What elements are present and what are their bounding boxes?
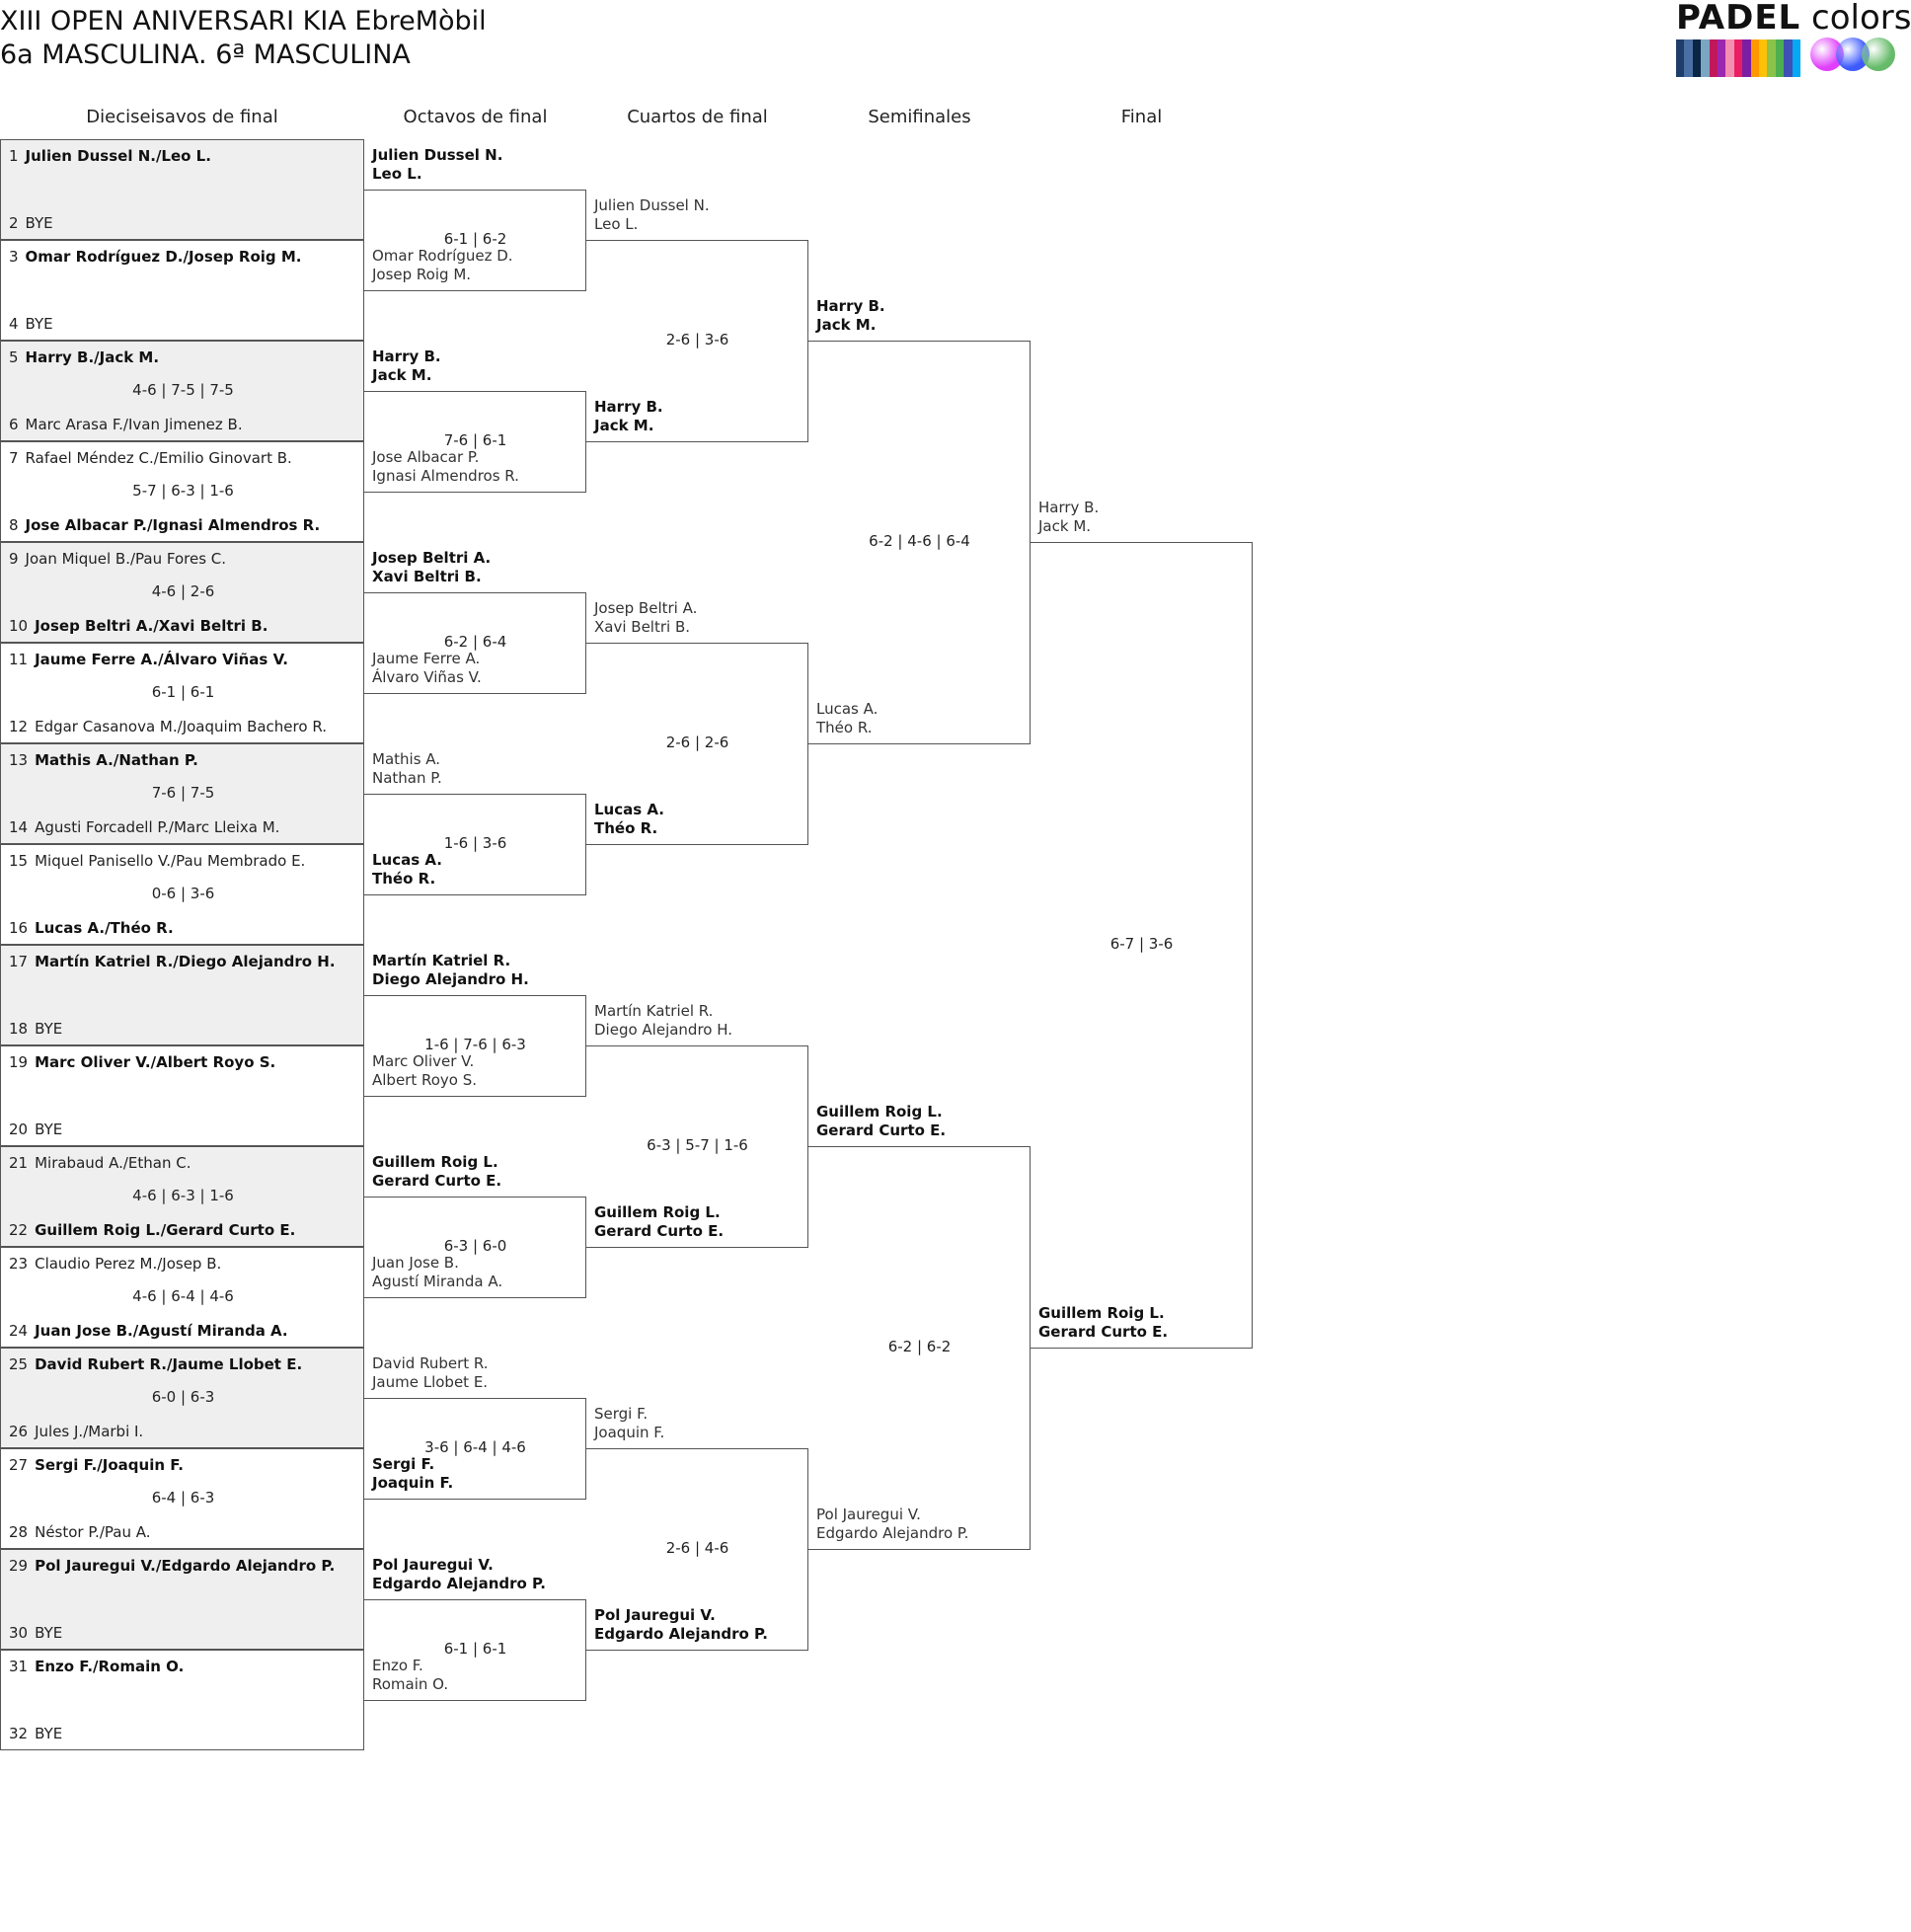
team-name: Rafael Méndez C./Emilio Ginovart B. <box>25 449 292 467</box>
player-name: Jaume Llobet E. <box>372 1373 489 1391</box>
logo-word-padel: PADEL <box>1676 0 1801 38</box>
player-name: Julien Dussel N. <box>372 146 503 164</box>
team-name: BYE <box>25 315 53 333</box>
team-a-names <box>1038 499 1099 536</box>
logo-stripe <box>1701 39 1709 77</box>
seed-number: 25 <box>9 1355 29 1373</box>
team-b-line <box>9 919 174 937</box>
match-score: 6-1 | 6-2 <box>443 230 507 248</box>
team-a-names <box>594 1405 664 1442</box>
logo-stripe <box>1718 39 1725 77</box>
first-round-match <box>0 542 364 643</box>
player-name: Jack M. <box>594 417 654 434</box>
team-a-names <box>372 952 529 989</box>
seed-number: 22 <box>9 1221 29 1239</box>
team-b-line <box>9 1020 62 1038</box>
team-name: BYE <box>35 1725 63 1742</box>
player-name: Agustí Miranda A. <box>372 1273 503 1290</box>
team-name: BYE <box>35 1020 63 1038</box>
team-name: BYE <box>35 1624 63 1642</box>
player-name: Julien Dussel N. <box>594 196 710 214</box>
team-a-names <box>372 1556 546 1593</box>
seed-number: 29 <box>9 1557 29 1575</box>
seed-number: 31 <box>9 1658 29 1675</box>
team-a-line <box>9 1456 184 1474</box>
player-name: Josep Beltri A. <box>594 599 698 617</box>
player-name: Lucas A. <box>594 801 664 818</box>
team-a-line <box>9 852 305 870</box>
seed-number: 7 <box>9 449 19 467</box>
team-a-names <box>594 1002 732 1040</box>
team-b-line <box>9 617 268 635</box>
team-name: Harry B./Jack M. <box>25 348 160 366</box>
logo-word-colors: colors <box>1811 0 1911 38</box>
first-round-match <box>0 1448 364 1549</box>
player-name: Théo R. <box>372 870 436 888</box>
team-name: Agusti Forcadell P./Marc Lleixa M. <box>35 818 280 836</box>
seed-number: 20 <box>9 1121 29 1138</box>
first-round-match <box>0 743 364 844</box>
team-b-names <box>372 1254 502 1291</box>
seed-number: 24 <box>9 1322 29 1340</box>
team-name: Josep Beltri A./Xavi Beltri B. <box>35 617 268 635</box>
tournament-title: XIII OPEN ANIVERSARI KIA EbreMòbil <box>0 6 487 37</box>
round-header-final: Final <box>1120 107 1163 127</box>
match-score: 6-2 | 6-2 <box>887 1338 952 1355</box>
player-name: Albert Royo S. <box>372 1071 478 1089</box>
team-name: BYE <box>25 214 53 232</box>
padel-colors-logo <box>1676 0 1911 81</box>
match-score: 6-1 | 6-1 <box>151 683 215 701</box>
player-name: Martín Katriel R. <box>594 1002 714 1020</box>
match-score: 2-6 | 3-6 <box>665 331 729 348</box>
player-name: Jaume Ferre A. <box>372 650 481 667</box>
player-name: Théo R. <box>594 819 658 837</box>
match-score: 1-6 | 7-6 | 6-3 <box>424 1036 526 1053</box>
team-name: Mirabaud A./Ethan C. <box>35 1154 191 1172</box>
team-b-line <box>9 1725 62 1742</box>
team-b-line <box>9 416 243 433</box>
match-score: 4-6 | 2-6 <box>151 582 215 600</box>
match-score: 4-6 | 7-5 | 7-5 <box>132 381 234 399</box>
player-name: Edgardo Alejandro P. <box>372 1575 546 1592</box>
seed-number: 13 <box>9 751 29 769</box>
player-name: Diego Alejandro H. <box>372 970 529 988</box>
match-score: 3-6 | 6-4 | 4-6 <box>424 1438 526 1456</box>
player-name: David Rubert R. <box>372 1354 489 1372</box>
team-name: Enzo F./Romain O. <box>35 1658 185 1675</box>
match-score: 4-6 | 6-3 | 1-6 <box>132 1187 234 1204</box>
logo-stripe <box>1776 39 1784 77</box>
seed-number: 11 <box>9 651 29 668</box>
seed-number: 6 <box>9 416 19 433</box>
category-title: 6a MASCULINA. 6ª MASCULINA <box>0 39 411 70</box>
first-round-match <box>0 945 364 1045</box>
player-name: Omar Rodríguez D. <box>372 247 513 265</box>
player-name: Gerard Curto E. <box>1038 1323 1169 1341</box>
logo-stripes-graphic <box>1676 39 1800 77</box>
logo-stripe <box>1734 39 1742 77</box>
player-name: Diego Alejandro H. <box>594 1021 733 1039</box>
team-name: Mathis A./Nathan P. <box>35 751 198 769</box>
seed-number: 4 <box>9 315 19 333</box>
first-round-match <box>0 240 364 341</box>
seed-number: 3 <box>9 248 19 266</box>
player-name: Harry B. <box>372 348 441 365</box>
team-name: Néstor P./Pau A. <box>35 1523 151 1541</box>
team-a-line <box>9 348 159 366</box>
logo-stripe <box>1751 39 1759 77</box>
team-a-line <box>9 248 302 266</box>
team-b-names <box>372 650 482 687</box>
seed-number: 16 <box>9 919 29 937</box>
player-name: Pol Jauregui V. <box>594 1606 716 1624</box>
seed-number: 10 <box>9 617 29 635</box>
team-a-line <box>9 1355 302 1373</box>
player-name: Harry B. <box>1038 499 1100 516</box>
player-name: Guillem Roig L. <box>372 1153 498 1171</box>
team-a-names <box>372 549 491 586</box>
team-name: Julien Dussel N./Leo L. <box>25 147 211 165</box>
team-a-line <box>9 1154 191 1172</box>
first-round-match <box>0 1650 364 1750</box>
first-round-match <box>0 341 364 441</box>
match-score: 6-4 | 6-3 <box>151 1489 215 1507</box>
player-name: Xavi Beltri B. <box>594 618 691 636</box>
team-a-names <box>594 599 697 637</box>
match-score: 0-6 | 3-6 <box>151 885 215 902</box>
team-a-names <box>372 750 442 788</box>
seed-number: 12 <box>9 718 29 735</box>
team-name: Jaume Ferre A./Álvaro Viñas V. <box>35 651 288 668</box>
player-name: Mathis A. <box>372 750 441 768</box>
team-b-line <box>9 315 53 333</box>
team-a-line <box>9 651 288 668</box>
player-name: Enzo F. <box>372 1657 423 1674</box>
player-name: Gerard Curto E. <box>816 1121 947 1139</box>
player-name: Harry B. <box>594 398 663 416</box>
match-score: 7-6 | 6-1 <box>443 431 507 449</box>
player-name: Edgardo Alejandro P. <box>816 1524 969 1542</box>
round-header-quarterfinals: Cuartos de final <box>627 107 768 127</box>
team-b-line <box>9 214 53 232</box>
match-score: 6-3 | 5-7 | 1-6 <box>647 1136 748 1154</box>
team-a-names <box>372 348 441 385</box>
player-name: Pol Jauregui V. <box>816 1506 921 1523</box>
seed-number: 2 <box>9 214 19 232</box>
first-round-match <box>0 1348 364 1448</box>
player-name: Xavi Beltri B. <box>372 568 482 585</box>
first-round-match <box>0 1247 364 1348</box>
team-b-line <box>9 718 327 735</box>
player-name: Joaquin F. <box>594 1424 665 1441</box>
team-b-names <box>372 1657 448 1694</box>
player-name: Théo R. <box>816 719 873 736</box>
team-a-names <box>816 1103 946 1140</box>
seed-number: 23 <box>9 1255 29 1273</box>
team-b-names <box>816 1506 968 1543</box>
seed-number: 28 <box>9 1523 29 1541</box>
team-b-names <box>372 448 519 486</box>
team-b-names <box>372 851 442 889</box>
seed-number: 5 <box>9 348 19 366</box>
player-name: Josep Beltri A. <box>372 549 492 567</box>
team-b-names <box>372 1455 453 1493</box>
team-a-line <box>9 1658 184 1675</box>
match-score: 6-2 | 4-6 | 6-4 <box>869 532 970 550</box>
logo-ball <box>1862 38 1895 71</box>
player-name: Ignasi Almendros R. <box>372 467 519 485</box>
match-score: 6-3 | 6-0 <box>443 1237 507 1255</box>
first-round-match <box>0 139 364 240</box>
seed-number: 32 <box>9 1725 29 1742</box>
round-header-r32: Dieciseisavos de final <box>86 107 278 127</box>
seed-number: 19 <box>9 1053 29 1071</box>
team-name: Marc Arasa F./Ivan Jimenez B. <box>25 416 243 433</box>
team-a-line <box>9 550 226 568</box>
logo-stripe <box>1725 39 1733 77</box>
player-name: Romain O. <box>372 1675 449 1693</box>
seed-number: 1 <box>9 147 19 165</box>
player-name: Jose Albacar P. <box>372 448 480 466</box>
team-b-names <box>594 1606 768 1644</box>
player-name: Jack M. <box>372 366 432 384</box>
seed-number: 15 <box>9 852 29 870</box>
team-b-names <box>594 398 663 435</box>
logo-stripe <box>1684 39 1692 77</box>
player-name: Gerard Curto E. <box>594 1222 725 1240</box>
match-score: 6-2 | 6-4 <box>443 633 507 651</box>
round-header-r16: Octavos de final <box>403 107 548 127</box>
first-round-match <box>0 1549 364 1650</box>
team-b-line <box>9 1523 151 1541</box>
team-b-names <box>372 1052 477 1090</box>
match-score: 2-6 | 2-6 <box>665 734 729 751</box>
team-name: Omar Rodríguez D./Josep Roig M. <box>25 248 302 266</box>
seed-number: 9 <box>9 550 19 568</box>
player-name: Guillem Roig L. <box>816 1103 943 1121</box>
match-score: 4-6 | 6-4 | 4-6 <box>132 1287 234 1305</box>
seed-number: 18 <box>9 1020 29 1038</box>
logo-stripe <box>1676 39 1684 77</box>
player-name: Gerard Curto E. <box>372 1172 502 1190</box>
seed-number: 26 <box>9 1423 29 1440</box>
team-b-line <box>9 1221 295 1239</box>
seed-number: 21 <box>9 1154 29 1172</box>
match-score: 2-6 | 4-6 <box>665 1539 729 1557</box>
team-name: Jose Albacar P./Ignasi Almendros R. <box>25 516 321 534</box>
team-b-names <box>1038 1304 1168 1342</box>
team-name: Edgar Casanova M./Joaquim Bachero R. <box>35 718 327 735</box>
team-b-line <box>9 1624 62 1642</box>
team-b-names <box>594 801 664 838</box>
player-name: Josep Roig M. <box>372 266 472 283</box>
team-a-names <box>372 146 502 184</box>
player-name: Jack M. <box>816 316 877 334</box>
team-name: Joan Miquel B./Pau Fores C. <box>25 550 227 568</box>
team-a-line <box>9 1255 221 1273</box>
team-name: Jules J./Marbi I. <box>35 1423 144 1440</box>
team-name: Guillem Roig L./Gerard Curto E. <box>35 1221 296 1239</box>
match-score: 6-1 | 6-1 <box>443 1640 507 1658</box>
team-name: Sergi F./Joaquin F. <box>35 1456 184 1474</box>
player-name: Juan Jose B. <box>372 1254 459 1272</box>
match-score: 1-6 | 3-6 <box>443 834 507 852</box>
match-score: 6-7 | 3-6 <box>1109 935 1174 953</box>
team-name: David Rubert R./Jaume Llobet E. <box>35 1355 303 1373</box>
team-name: Pol Jauregui V./Edgardo Alejandro P. <box>35 1557 336 1575</box>
player-name: Jack M. <box>1038 517 1092 535</box>
player-name: Nathan P. <box>372 769 442 787</box>
match-score: 6-0 | 6-3 <box>151 1388 215 1406</box>
team-a-line <box>9 147 211 165</box>
match-score: 5-7 | 6-3 | 1-6 <box>132 482 234 500</box>
team-name: Marc Oliver V./Albert Royo S. <box>35 1053 276 1071</box>
team-a-names <box>594 196 710 234</box>
player-name: Pol Jauregui V. <box>372 1556 494 1574</box>
team-b-line <box>9 516 320 534</box>
logo-stripe <box>1742 39 1750 77</box>
player-name: Álvaro Viñas V. <box>372 668 482 686</box>
first-round-match <box>0 1045 364 1146</box>
team-b-names <box>594 1203 724 1241</box>
logo-stripe <box>1793 39 1800 77</box>
player-name: Guillem Roig L. <box>594 1203 721 1221</box>
logo-stripe <box>1759 39 1767 77</box>
team-a-line <box>9 953 336 970</box>
player-name: Leo L. <box>594 215 639 233</box>
round-header-semifinals: Semifinales <box>868 107 971 127</box>
team-name: Lucas A./Théo R. <box>35 919 174 937</box>
logo-stripe <box>1767 39 1775 77</box>
team-b-names <box>816 700 878 737</box>
seed-number: 17 <box>9 953 29 970</box>
team-name: Juan Jose B./Agustí Miranda A. <box>35 1322 288 1340</box>
first-round-match <box>0 643 364 743</box>
player-name: Joaquin F. <box>372 1474 454 1492</box>
player-name: Sergi F. <box>372 1455 435 1473</box>
logo-stripe <box>1693 39 1701 77</box>
team-b-line <box>9 1121 62 1138</box>
logo-stripe <box>1710 39 1718 77</box>
team-a-line <box>9 751 198 769</box>
player-name: Harry B. <box>816 297 885 315</box>
team-a-line <box>9 1053 275 1071</box>
player-name: Leo L. <box>372 165 422 183</box>
team-name: Miquel Panisello V./Pau Membrado E. <box>35 852 306 870</box>
team-name: BYE <box>35 1121 63 1138</box>
team-a-line <box>9 449 292 467</box>
match-score: 7-6 | 7-5 <box>151 784 215 802</box>
first-round-match <box>0 441 364 542</box>
first-round-match <box>0 844 364 945</box>
player-name: Lucas A. <box>816 700 879 718</box>
team-b-line <box>9 1322 288 1340</box>
seed-number: 14 <box>9 818 29 836</box>
player-name: Guillem Roig L. <box>1038 1304 1165 1322</box>
team-a-names <box>372 1354 489 1392</box>
team-b-names <box>372 247 513 284</box>
player-name: Lucas A. <box>372 851 442 869</box>
seed-number: 27 <box>9 1456 29 1474</box>
team-b-line <box>9 818 279 836</box>
seed-number: 8 <box>9 516 19 534</box>
seed-number: 30 <box>9 1624 29 1642</box>
player-name: Edgardo Alejandro P. <box>594 1625 768 1643</box>
logo-wordmark <box>1676 0 1911 38</box>
first-round-match <box>0 1146 364 1247</box>
team-a-line <box>9 1557 335 1575</box>
team-b-line <box>9 1423 143 1440</box>
logo-stripe <box>1784 39 1792 77</box>
player-name: Marc Oliver V. <box>372 1052 475 1070</box>
team-a-names <box>816 297 885 335</box>
player-name: Sergi F. <box>594 1405 649 1423</box>
team-name: Claudio Perez M./Josep B. <box>35 1255 222 1273</box>
team-name: Martín Katriel R./Diego Alejandro H. <box>35 953 336 970</box>
team-a-names <box>372 1153 501 1191</box>
player-name: Martín Katriel R. <box>372 952 511 969</box>
